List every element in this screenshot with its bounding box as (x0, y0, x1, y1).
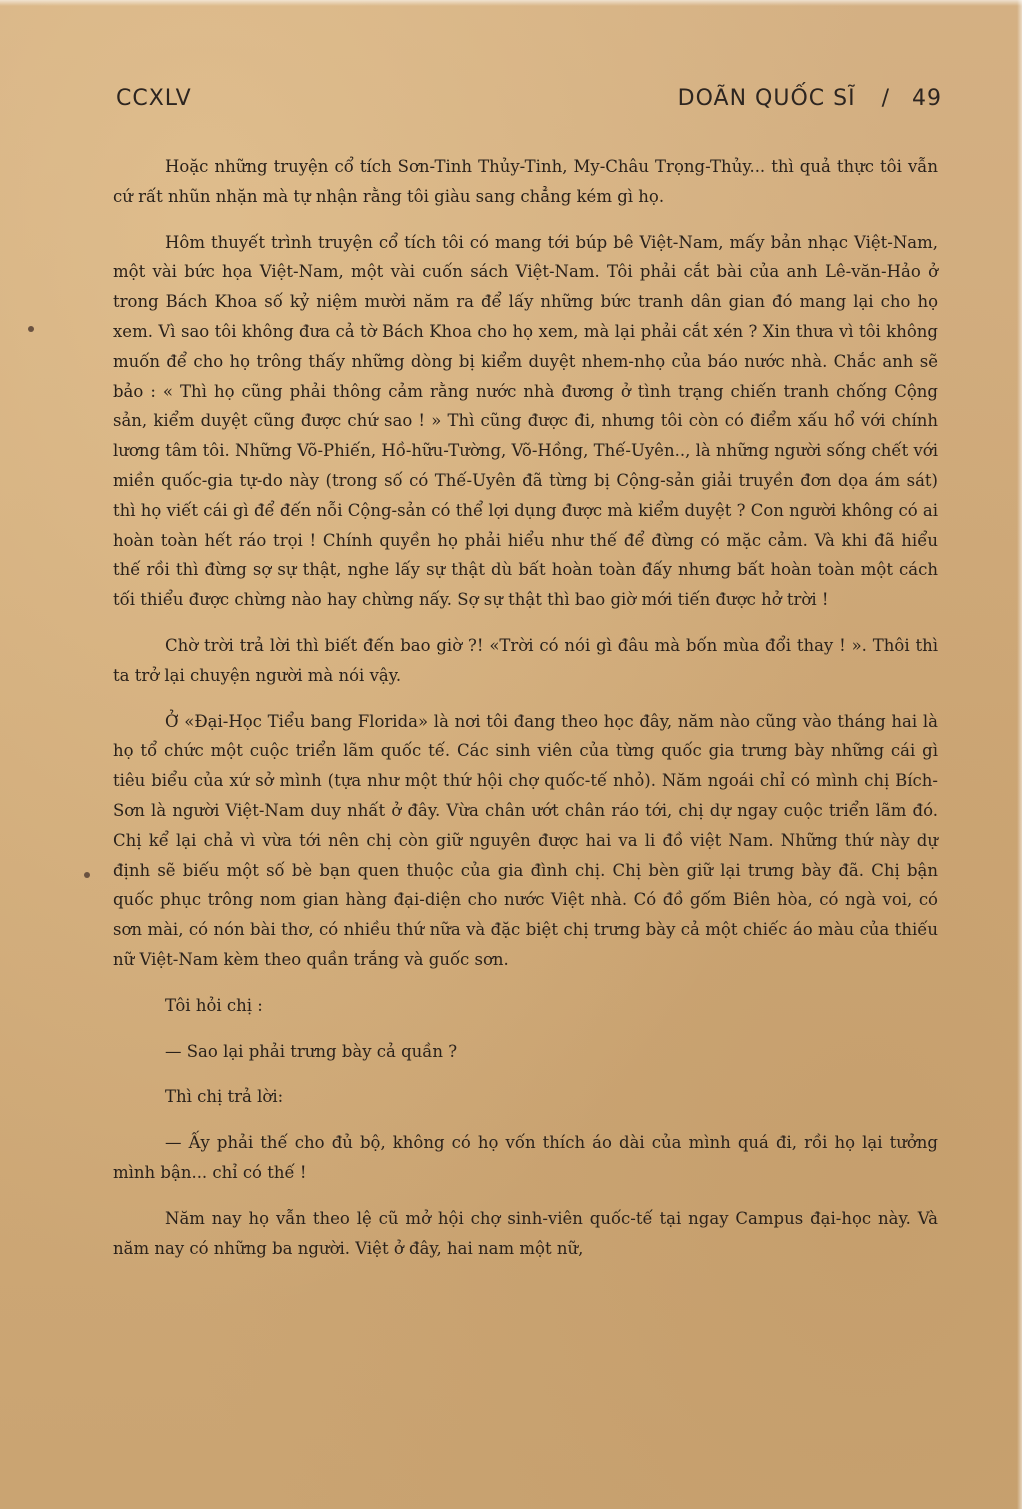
running-head (116, 86, 942, 111)
paragraph: Ở «Đại-Học Tiểu bang Florida» là nơi tôi đang theo học đây, năm nào cũng vào tháng hai là họ tổ chức một cuộc triển lãm quốc tế. Các sinh viên của từng quốc gia trưng bày những cái gì tiêu biểu của xứ sở mình (tựa như một thứ hội chợ quốc-tế nhỏ). Năm ngoái chỉ có mình chị Bích-Sơn là người Việt-Nam duy nhất ở đây. Vừa chân ướt chân ráo tới, chị dự ngay cuộc triển lãm đó. Chị kể lại chả vì vừa tới nên chị còn giữ nguyên được hai va li đồ việt Nam. Những thứ này dự định sẽ biếu một số bè bạn quen thuộc của gia đình chị. Chị bèn giữ lại trưng bày đã. Chị bận quốc phục trông nom gian hàng đại-diện cho nước Việt nhà. Có đồ gốm Biên hòa, có ngà voi, có sơn mài, có nón bài thơ, có nhiều thứ nữa và đặc biệt chị trưng bày cả một chiếc áo màu của thiếu nữ Việt-Nam kèm theo quần trắng và guốc sơn. (113, 711, 938, 969)
author-page (678, 86, 942, 111)
author-name: DOÃN QUỐC SĨ (677, 86, 856, 111)
margin-dot (84, 872, 90, 878)
margin-dot (28, 326, 34, 332)
page-number: 49 (912, 86, 942, 111)
dialogue-line: Tôi hỏi chị : (165, 995, 263, 1015)
paragraph: Hoặc những truyện cổ tích Sơn-Tinh Thủy-Tinh, My-Châu Trọng-Thủy... thì quả thực tôi vẫn cứ rất nhũn nhặn mà tự nhận rằng tôi giàu sang chẳng kém gì họ. (113, 157, 938, 206)
chapter-number: CCXLV (116, 86, 192, 111)
paragraph: Chờ trời trả lời thì biết đến bao giờ ?! «Trời có nói gì đâu mà bốn mùa đổi thay ! ». Thôi thì ta trở lại chuyện người mà nói vậy. (113, 635, 938, 685)
dialogue-line: — Ấy phải thế cho đủ bộ, không có họ vốn thích áo dài của mình quá đi, rồi họ lại tưởng mình bận... chỉ có thế ! (113, 1133, 938, 1182)
paragraph: Hôm thuyết trình truyện cổ tích tôi có mang tới búp bê Việt-Nam, mấy bản nhạc Việt-Nam, một vài bức họa Việt-Nam, một vài cuốn sách Việt-Nam. Tôi phải cắt bài của anh Lê-văn-Hảo ở trong Bách Khoa số kỷ niệm mười năm ra để lấy những bức tranh dân gian đó mang lại cho họ xem. Vì sao tôi không đưa cả tờ Bách Khoa cho họ xem, mà lại phải cắt xén ? Xin thưa vì tôi không muốn để cho họ trông thấy những dòng bị kiểm duyệt nhem-nhọ của báo nước nhà. Chắc anh sẽ bảo : « Thì họ cũng phải thông cảm rằng nước nhà đương ở tình trạng chiến tranh chống Cộng sản, kiểm duyệt cũng được chứ sao ! » Thì cũng được đi, nhưng tôi còn có điểm xấu hổ với chính lương tâm tôi. Những Võ-Phiến, Hồ-hữu-Tường, Võ-Hồng, Thế-Uyên.., là những người sống chết với miền quốc-gia tự-do này (trong số có Thế-Uyên đã từng bị Cộng-sản giải truyền đơn dọa ám sát) thì họ viết cái gì để đến nỗi Cộng-sản có thể lợi dụng được mà kiểm duyệt ? Con người không có ai hoàn toàn hết ráo trọi ! Chính quyền họ phải hiểu như thế để đừng có mặc cảm. Và khi đã hiểu thế rồi thì đừng sợ sự thật, nghe lấy sự thật dù bất hoàn toàn đấy nhưng bất hoàn toàn một cách tối thiểu được chừng nào hay chừng nấy. Sợ sự thật thì bao giờ mới tiến được hở trời ! (113, 232, 938, 610)
dialogue-line: — Sao lại phải trưng bày cả quần ? (165, 1041, 458, 1061)
dialogue-line: Thì chị trả lời: (165, 1087, 284, 1107)
header-separator: / (881, 86, 890, 111)
body-text (113, 152, 938, 1263)
paragraph: Năm nay họ vẫn theo lệ cũ mở hội chợ sinh-viên quốc-tế tại ngay Campus đại-học này. Và năm nay có những ba người. Việt ở đây, hai nam một nữ, (113, 1208, 938, 1258)
